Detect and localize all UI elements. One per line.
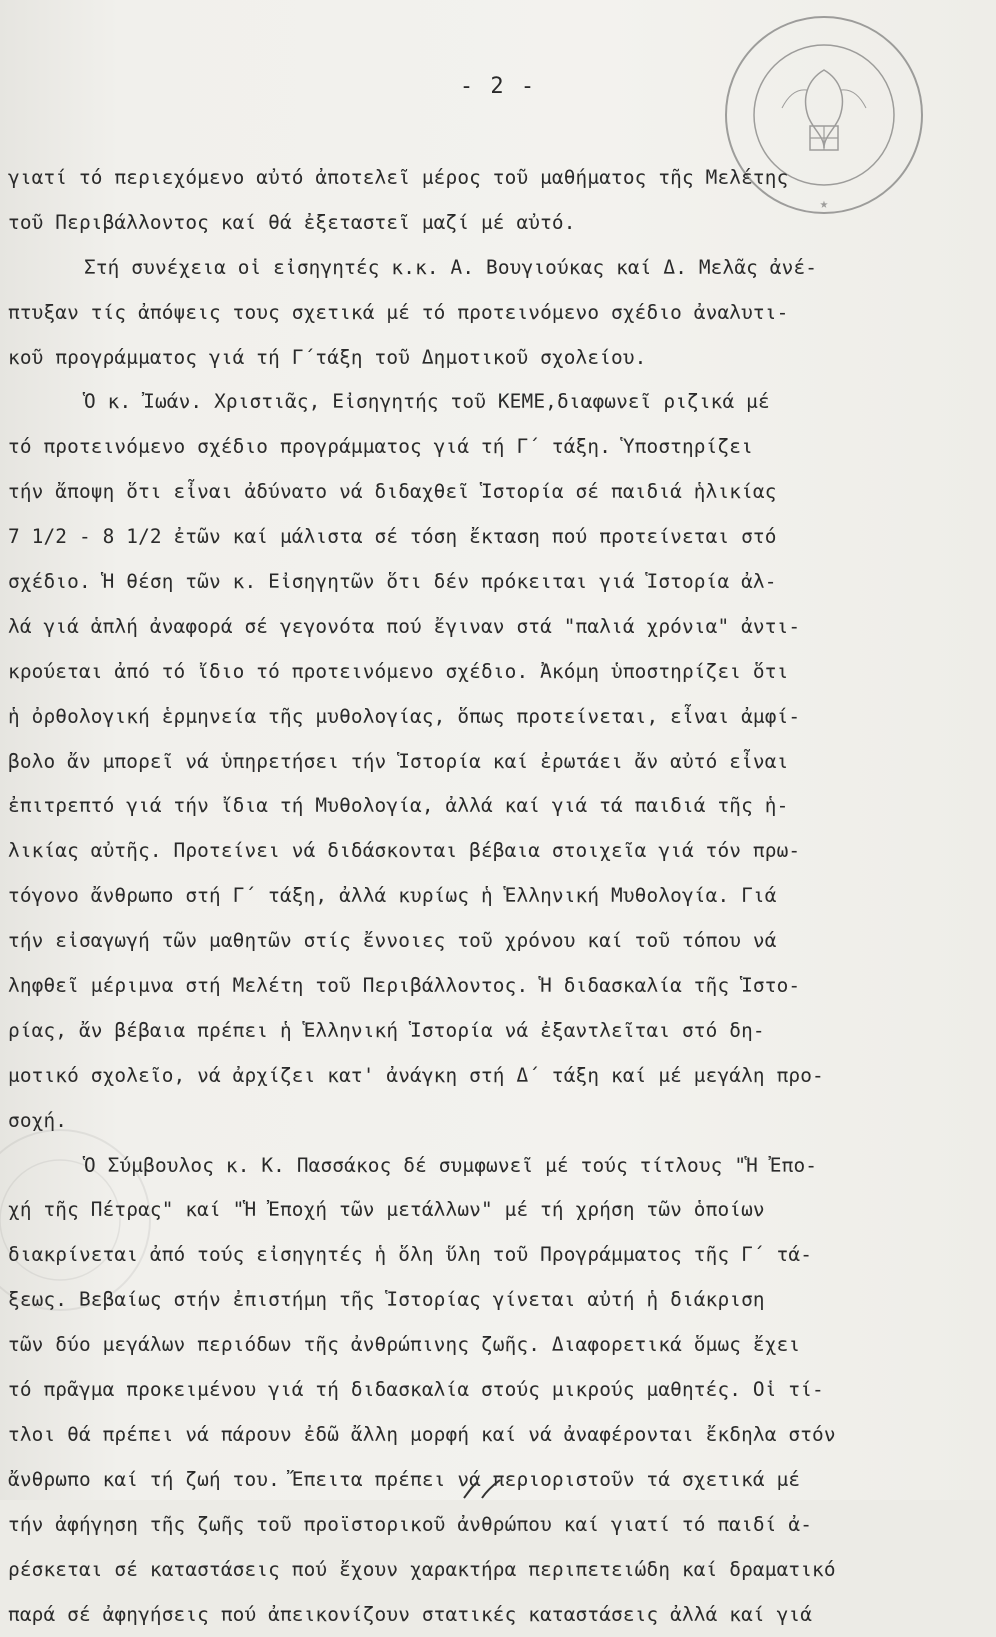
text-line: τλοι θά πρέπει νά πάρουν ἐδῶ ἄλλη μορφή καί νά ἀναφέρονται ἔκδηλα στόν bbox=[8, 1413, 958, 1458]
text-line: μοτικό σχολεῖο, νά ἀρχίζει κατ' ἀνάγκη στή Δ΄ τάξη καί μέ μεγάλη προ- bbox=[8, 1054, 958, 1099]
text-line: τήν εἰσαγωγή τῶν μαθητῶν στίς ἔννοιες τοῦ χρόνου καί τοῦ τόπου νά bbox=[8, 919, 958, 964]
text-line: Ὁ κ. Ἰωάν. Χριστιᾶς, Εἰσηγητής τοῦ ΚΕΜΕ,διαφωνεῖ ριζικά μέ bbox=[8, 380, 958, 425]
text-line: Στή συνέχεια οἱ εἰσηγητές κ.κ. Α. Βουγιούκας καί Δ. Μελᾶς ἀνέ- bbox=[8, 246, 958, 291]
text-line: 7 1/2 - 8 1/2 ἐτῶν καί μάλιστα σέ τόση ἔκταση πού προτείνεται στό bbox=[8, 515, 958, 560]
text-line: ρίας, ἄν βέβαια πρέπει ἡ Ἑλληνική Ἱστορία νά ἐξαντλεῖται στό δη- bbox=[8, 1009, 958, 1054]
text-line: τῶν δύο μεγάλων περιόδων τῆς ἀνθρώπινης ζωῆς. Διαφορετικά ὅμως ἔχει bbox=[8, 1323, 958, 1368]
text-line: λικίας αὐτῆς. Προτείνει νά διδάσκονται βέβαια στοιχεῖα γιά τόν πρω- bbox=[8, 829, 958, 874]
text-line: παρά σέ ἀφηγήσεις πού ἀπεικονίζουν στατικές καταστάσεις ἀλλά καί γιά bbox=[8, 1593, 958, 1637]
text-line: κοῦ προγράμματος γιά τή Γ΄τάξη τοῦ Δημοτικοῦ σχολείου. bbox=[8, 336, 958, 381]
text-line: τήν ἄποψη ὅτι εἶναι ἀδύνατο νά διδαχθεῖ Ἱστορία σέ παιδιά ἡλικίας bbox=[8, 470, 958, 515]
text-line: τόγονο ἄνθρωπο στή Γ΄ τάξη, ἀλλά κυρίως ἡ Ἑλληνική Μυθολογία. Γιά bbox=[8, 874, 958, 919]
page-number: - 2 - bbox=[0, 74, 996, 99]
text-line: γιατί τό περιεχόμενο αὐτό ἀποτελεῖ μέρος τοῦ μαθήματος τῆς Μελέτης bbox=[8, 156, 958, 201]
handwritten-mark bbox=[456, 1478, 506, 1500]
text-line: πτυξαν τίς ἀπόψεις τους σχετικά μέ τό προτεινόμενο σχέδιο ἀναλυτι- bbox=[8, 291, 958, 336]
text-line: ἡ ὀρθολογική ἑρμηνεία τῆς μυθολογίας, ὅπως προτείνεται, εἶναι ἀμφί- bbox=[8, 695, 958, 740]
text-line: λά γιά ἁπλή ἀναφορά σέ γεγονότα πού ἔγιναν στά "παλιά χρόνια" ἀντι- bbox=[8, 605, 958, 650]
text-line: ἐπιτρεπτό γιά τήν ἴδια τή Μυθολογία, ἀλλά καί γιά τά παιδιά τῆς ἡ- bbox=[8, 784, 958, 829]
svg-text:★: ★ bbox=[820, 196, 829, 212]
text-line: βολο ἄν μπορεῖ νά ὑπηρετήσει τήν Ἱστορία καί ἐρωτάει ἄν αὐτό εἶναι bbox=[8, 740, 958, 785]
text-line: ρέσκεται σέ καταστάσεις πού ἔχουν χαρακτήρα περιπετειώδη καί δραματικό bbox=[8, 1548, 958, 1593]
text-line: ξεως. Βεβαίως στήν ἐπιστήμη τῆς Ἱστορίας γίνεται αὐτή ἡ διάκριση bbox=[8, 1278, 958, 1323]
text-line: κρούεται ἀπό τό ἴδιο τό προτεινόμενο σχέδιο. Ἀκόμη ὑποστηρίζει ὅτι bbox=[8, 650, 958, 695]
text-line: τό πρᾶγμα προκειμένου γιά τή διδασκαλία στούς μικρούς μαθητές. Οἱ τί- bbox=[8, 1368, 958, 1413]
text-line: ληφθεῖ μέριμνα στή Μελέτη τοῦ Περιβάλλοντος. Ἡ διδασκαλία τῆς Ἱστο- bbox=[8, 964, 958, 1009]
text-line: Ὁ Σύμβουλος κ. Κ. Πασσάκος δέ συμφωνεῖ μέ τούς τίτλους "Ἡ Ἐπο- bbox=[8, 1144, 958, 1189]
text-line: τήν ἀφήγηση τῆς ζωῆς τοῦ προϊστορικοῦ ἀνθρώπου καί γιατί τό παιδί ἀ- bbox=[8, 1503, 958, 1548]
body-text bbox=[8, 156, 958, 1637]
text-line: σοχή. bbox=[8, 1099, 958, 1144]
text-line: σχέδιο. Ἡ θέση τῶν κ. Εἰσηγητῶν ὅτι δέν πρόκειται γιά Ἱστορία ἀλ- bbox=[8, 560, 958, 605]
text-line: χή τῆς Πέτρας" καί "Ἡ Ἐποχή τῶν μετάλλων" μέ τή χρήση τῶν ὁποίων bbox=[8, 1188, 958, 1233]
text-line: τοῦ Περιβάλλοντος καί θά ἐξεταστεῖ μαζί μέ αὐτό. bbox=[8, 201, 958, 246]
text-line: τό προτεινόμενο σχέδιο προγράμματος γιά τή Γ΄ τάξη. Ὑποστηρίζει bbox=[8, 425, 958, 470]
text-line: ἄνθρωπο καί τή ζωή του. Ἔπειτα πρέπει νά περιοριστοῦν τά σχετικά μέ bbox=[8, 1458, 958, 1503]
text-line: διακρίνεται ἀπό τούς εἰσηγητές ἡ ὅλη ὕλη τοῦ Προγράμματος τῆς Γ΄ τά- bbox=[8, 1233, 958, 1278]
